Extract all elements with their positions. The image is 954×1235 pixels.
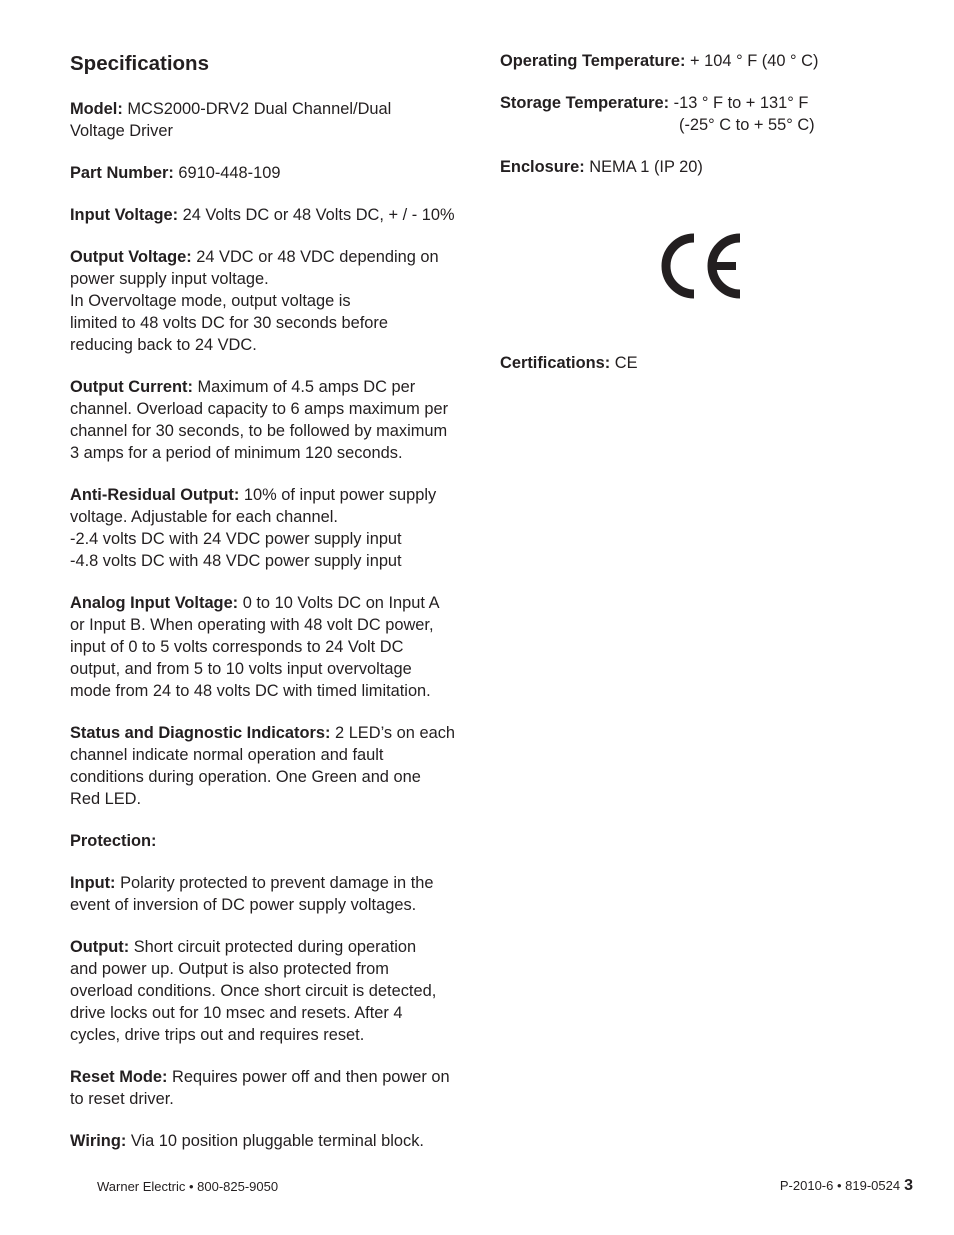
left-column (70, 50, 485, 1172)
spec-input-protection: Input: Polarity protected to prevent damage in the event of inversion of DC power supply voltages. (70, 874, 434, 914)
spec-label: Model: (70, 100, 123, 118)
spec-output-current: Output Current: Maximum of 4.5 amps DC per channel. Overload capacity to 6 amps maximum per channel for 30 seconds, to be followed by maximum 3 amps for a period of minimum 120 seconds. (70, 378, 449, 462)
spec-protection: Protection: (70, 832, 157, 850)
ce-mark-icon (656, 228, 742, 309)
page-number: 3 (904, 1177, 913, 1194)
spec-status-indicators: Status and Diagnostic Indicators: 2 LED’s on each channel indicate normal operation and fault conditions during operation. One Green and one Red LED. (70, 724, 455, 808)
spec-input-voltage: Input Voltage: 24 Volts DC or 48 Volts DC, + / - 10% (70, 206, 455, 224)
page-title: Specifications (70, 52, 209, 75)
spec-storage-temperature: Storage Temperature: -13 ° F to + 131° F (-25° C to + 55° C) (500, 94, 815, 134)
right-column (500, 50, 900, 198)
spec-certifications: Certifications: CE (500, 354, 638, 372)
footer-contact: Warner Electric • 800-825-9050 (97, 1179, 279, 1194)
spec-output-protection: Output: Short circuit protected during operation and power up. Output is also protected from overload conditions. Once short circuit is detected, drive locks out for 10 msec and resets. After 4 cycles, drive trips out and requires reset. (70, 938, 437, 1044)
spec-operating-temperature: Operating Temperature: + 104 ° F (40 ° C) (500, 52, 819, 70)
spec-anti-residual: Anti-Residual Output: 10% of input power supply voltage. Adjustable for each channel. -2.4 volts DC with 24 VDC power supply input -4.8 volts DC with 48 VDC power supply input (70, 486, 437, 570)
spec-output-voltage: Output Voltage: 24 VDC or 48 VDC depending on power supply input voltage. In Overvoltage mode, output voltage is limited to 48 volts DC for 30 seconds before reducing back to 24 VDC. (70, 248, 439, 354)
spec-model: Model: MCS2000-DRV2 Dual Channel/Dual Voltage Driver (70, 100, 392, 140)
spec-enclosure: Enclosure: NEMA 1 (IP 20) (500, 158, 703, 176)
spec-analog-input: Analog Input Voltage: 0 to 10 Volts DC on Input A or Input B. When operating with 48 volt DC power, input of 0 to 5 volts corresponds to 24 Volt DC output, and from 5 to 10 volts input overvoltage mode from 24 to 48 volts DC with timed limitation. (70, 594, 440, 700)
spec-wiring: Wiring: Via 10 position pluggable terminal block. (70, 1132, 424, 1150)
spec-reset-mode: Reset Mode: Requires power off and then power on to reset driver. (70, 1068, 450, 1108)
footer-doc-number: P-2010-6 • 819-0524 3 (779, 1177, 913, 1194)
spec-part-number: Part Number: 6910-448-109 (70, 164, 281, 182)
